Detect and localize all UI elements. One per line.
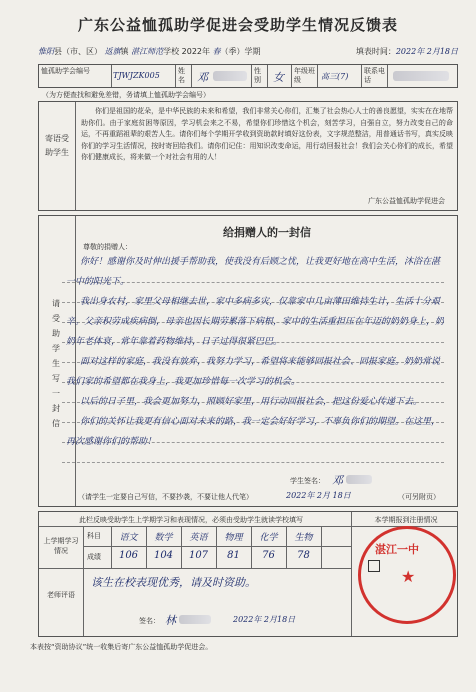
fill-date-value: 2022年 2月18日 [395, 47, 458, 56]
message-side-label: 寄语受助学生 [45, 134, 69, 157]
grade-value: 高三(7) [321, 72, 349, 81]
score-cell: 106 [118, 550, 139, 561]
letter-paragraph: 我出身农村，家里父母相继去世，家中多病多灾，仅靠家中几亩薄田维持生计，生活十分艰辛。父亲积劳成疾病倒，母亲也因长期劳累落下病根，家中的生活重担压在年迈的奶奶身上，奶奶年老体衰，常年靠着药物维持，日子过得很紧巴巴。 [66, 297, 444, 347]
subject-cell: 语文 [119, 533, 138, 543]
id-label: 恤孤助学会编号 [41, 67, 90, 75]
score-cell: 81 [227, 550, 240, 561]
score-cell: 76 [262, 550, 275, 561]
grade-grid [111, 526, 321, 568]
letter-paragraph: 以后的日子里，我会更加努力，照顾好家里，用行动回报社会，把这份爱心传递下去。 [80, 397, 423, 407]
seal-header: 本学期报到注册情况 [374, 516, 438, 524]
signature-redaction [346, 475, 372, 484]
id-value: TJWJZK005 [113, 71, 160, 80]
student-signature-value: 邓 [332, 474, 343, 487]
registration-checkbox [368, 560, 380, 572]
year-label: 年 [202, 47, 210, 56]
stamp-star-icon: ★ [401, 567, 416, 586]
letter-footer-note: （请学生一定要自己写信，不要抄袭，不要让他人代笔） [78, 493, 253, 501]
year-value: 2022 [181, 47, 202, 56]
message-body: 你们是祖国的花朵，是中华民族的未来和希望，我们非常关心你们，汇集了社会热心人士的善良愿望，实实在在地帮助你们。由于家庭贫困等原因，学习机会来之不易，希望你们珍惜这个机会，刻苦学习，自强自立，努力改变自己的命运，不再重蹈祖辈的艰苦人生。请你们每个学期开学收到资助款时填好这份表，文字规范整洁，用普通话书写，真实反映你们的学习生活情况，按时寄回给我们。请你们记住：用知识改变命运，用行动回报社会！我们会关心你们的成长，希望你们健康成长，将来做一个对社会有用的人！ [81, 107, 453, 161]
letter-paragraph: 面对这样的家庭，我没有放弃，我努力学习，希望将来能够回报社会、回报家庭。奶奶常说我们家的希望都在我身上，我更加珍惜每一次学习的机会。 [66, 357, 441, 387]
name-redaction [213, 71, 247, 81]
province-value: 惟阳 [38, 47, 54, 56]
letter-paragraph: 你们的关怀让我更有信心面对未来的路，我一定会好好学习，不辜负你们的期望。在这里，再次感谢你们的帮助！ [66, 417, 441, 447]
form-title: 广东公益恤孤助学促进会受助学生情况反馈表 [77, 16, 398, 34]
term-label: （季）学期 [220, 47, 261, 56]
letter-side-label: 请受助学生写一封信 [52, 299, 60, 428]
fill-date-label: 填表时间： [355, 47, 396, 56]
letter-paragraph: 你好！感谢你及时伸出援手帮助我，使我没有后顾之忧，让我更好地在高中生活，沐浴在湛一中的阳光下。 [66, 257, 441, 287]
phone-redaction [393, 71, 449, 81]
name-label: 姓名 [178, 67, 185, 84]
letter-body [66, 252, 444, 462]
form-footer: 本表按“资助协议”统一收集后寄广东公益恤孤助学促进会。 [30, 643, 213, 651]
phone-label: 联系电话 [364, 67, 385, 84]
school-header-note: 此栏反映受助学生上学期学习和表现情况，必须由受助学生就读学校填写 [79, 516, 303, 524]
teacher-signature-label: 签名： [139, 617, 160, 625]
letter-title: 给捐赠人的一封信 [223, 226, 311, 239]
teacher-date: 2022年 2月18日 [233, 615, 296, 624]
score-cell: 107 [188, 550, 209, 561]
student-info-row [38, 64, 458, 88]
school-stamp [358, 526, 456, 624]
town-value: 返旗 [104, 47, 121, 56]
scores-label: 成绩 [87, 553, 101, 561]
subject-cell: 数学 [154, 533, 173, 543]
gender-label: 性别 [254, 67, 261, 84]
student-signature-label: 学生签名： [290, 477, 325, 485]
subject-cell: 化学 [259, 533, 278, 543]
comment-side-label: 老师评语 [47, 591, 75, 599]
town-label: 镇 [120, 47, 129, 56]
teacher-comment: 该生在校表现优秀，请及时资助。 [91, 576, 256, 589]
letter-greeting: 尊敬的捐赠人： [83, 243, 132, 251]
teacher-signature-value: 林 [165, 614, 176, 627]
school-value: 湛江师范 [131, 47, 164, 56]
teacher-signature-redaction [179, 615, 211, 624]
term-value: 春 [212, 47, 221, 56]
subject-cell: 生物 [294, 533, 313, 543]
grade-label: 年级班级 [294, 67, 315, 84]
score-cell: 78 [297, 550, 310, 561]
name-value: 邓 [197, 71, 208, 84]
subjects-label: 科目 [87, 532, 101, 540]
form-header-row [38, 46, 458, 60]
province-label: 县（市、区） [54, 47, 102, 56]
letter-date: 2022年 2月 18日 [286, 491, 351, 500]
message-signature: 广东公益恤孤助学促进会 [368, 197, 445, 205]
info-note: （为方便查找和避免差错，务请填上恤孤助学会编号） [42, 91, 210, 99]
score-cell: 104 [153, 550, 174, 561]
stamp-text: 湛江一中 [375, 543, 419, 556]
school-label: 学校 [163, 47, 180, 56]
letter-date-note: （可另附页） [398, 493, 440, 501]
subject-cell: 英语 [189, 533, 208, 543]
subject-cell: 物理 [224, 533, 243, 543]
grade-side-label: 上学期学习情况 [43, 537, 79, 555]
message-section [38, 101, 458, 211]
gender-value: 女 [273, 71, 284, 84]
